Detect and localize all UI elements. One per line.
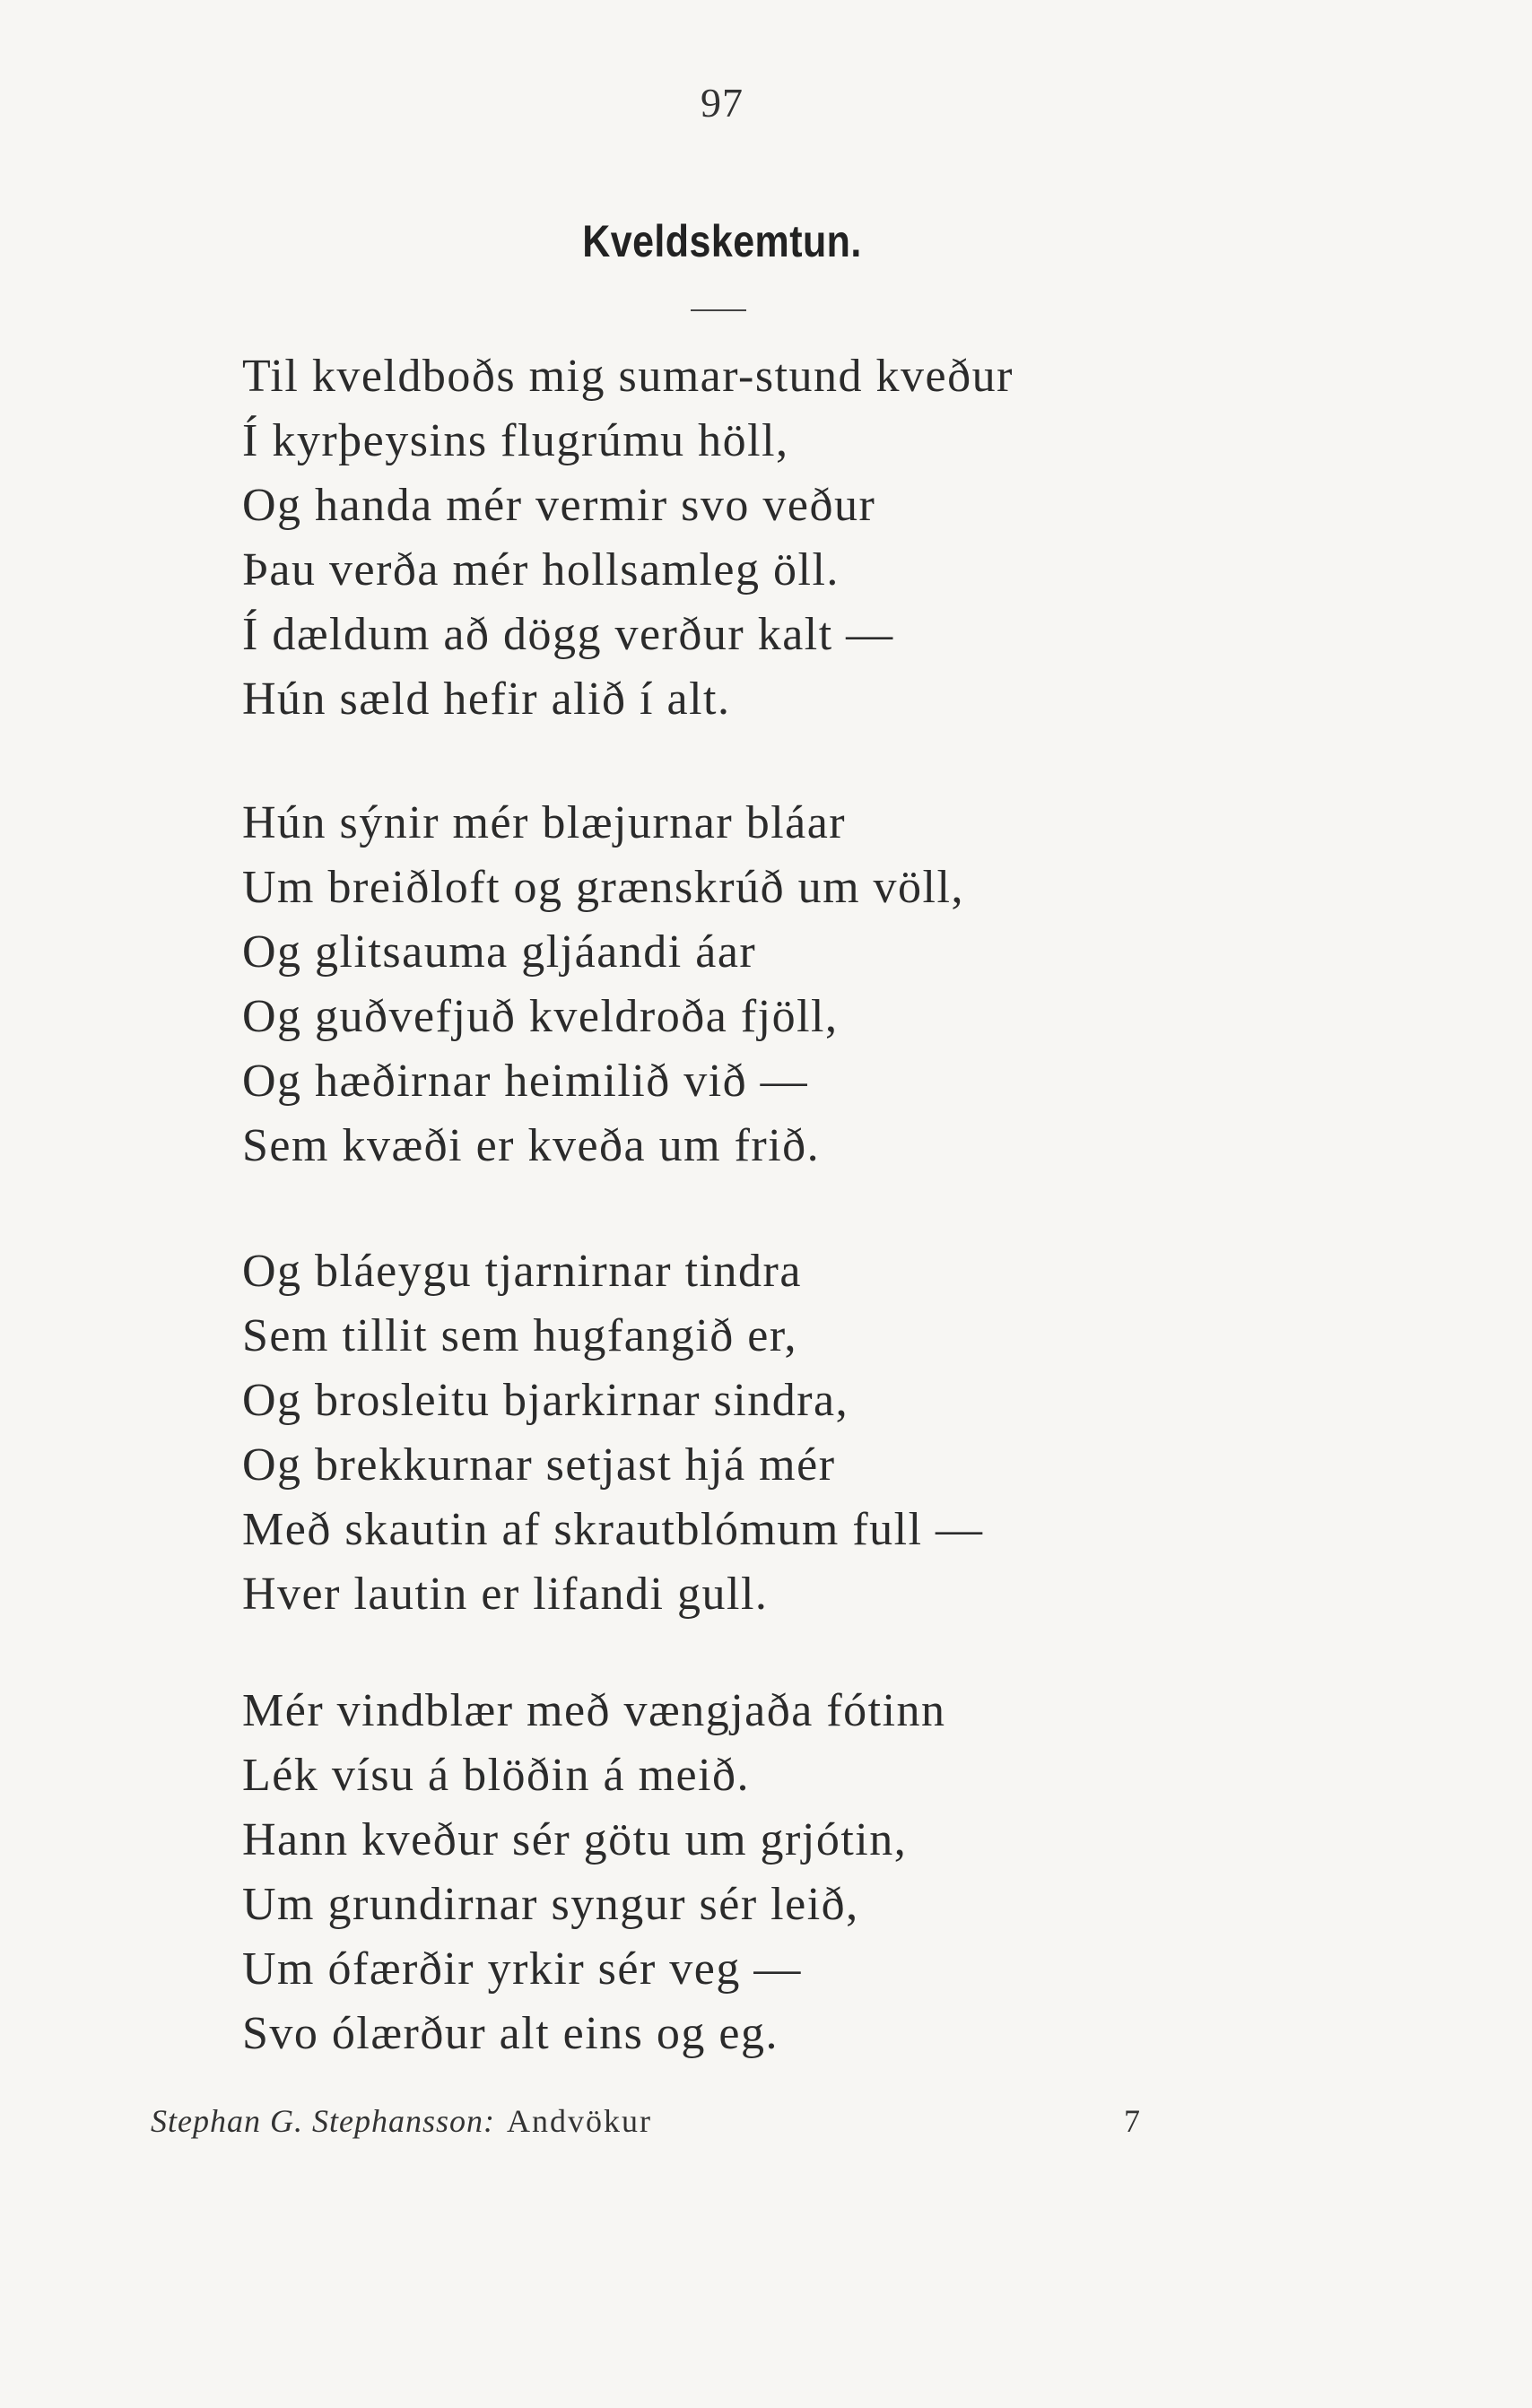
title-divider bbox=[691, 309, 746, 311]
poem-line: Og bláeygu tjarnirnar tindra bbox=[242, 1246, 802, 1297]
poem-line: Lék vísu á blöðin á meið. bbox=[242, 1750, 751, 1801]
poem-line: Og guðvefjuð kveldroða fjöll, bbox=[242, 991, 839, 1042]
poem-line: Og handa mér vermir svo veður bbox=[242, 480, 876, 531]
stanza-2 bbox=[242, 791, 1319, 1178]
poem-line: Í dældum að dögg verður kalt — bbox=[242, 609, 894, 660]
footer-book-title: Andvökur bbox=[506, 2103, 652, 2139]
poem-line: Og brosleitu bjarkirnar sindra, bbox=[242, 1375, 849, 1426]
stanza-3 bbox=[242, 1239, 1319, 1627]
page-number: 97 bbox=[701, 80, 744, 126]
poem-line: Og glitsauma gljáandi áar bbox=[242, 926, 757, 978]
poem-line: Um grundirnar syngur sér leið, bbox=[242, 1879, 859, 1930]
poem-line: Til kveldboðs mig sumar-stund kveður bbox=[242, 351, 1014, 402]
poem-line: Um breiðloft og grænskrúð um völl, bbox=[242, 862, 964, 913]
poem-line: Hún sýnir mér blæjurnar bláar bbox=[242, 797, 847, 848]
stanza-1 bbox=[242, 344, 1319, 732]
poem-line: Sem kvæði er kveða um frið. bbox=[242, 1120, 821, 1171]
page-footer bbox=[151, 2102, 1140, 2140]
poem-line: Sem tillit sem hugfangið er, bbox=[242, 1310, 798, 1361]
poem-title: Kveldskemtun. bbox=[582, 216, 862, 266]
poem-line: Hver lautin er lifandi gull. bbox=[242, 1569, 769, 1620]
poem-line: Þau verða mér hollsamleg öll. bbox=[242, 544, 840, 595]
poem-line: Svo ólærður alt eins og eg. bbox=[242, 2008, 779, 2059]
poem-line: Í kyrþeysins flugrúmu höll, bbox=[242, 415, 789, 466]
footer-separator: : bbox=[483, 2103, 494, 2139]
signature-mark: 7 bbox=[1124, 2103, 1140, 2139]
stanza-4 bbox=[242, 1679, 1319, 2066]
poem-line: Hún sæld hefir alið í alt. bbox=[242, 674, 731, 725]
poem-line: Mér vindblær með vængjaða fótinn bbox=[242, 1685, 946, 1736]
footer-author: Stephan G. Stephansson bbox=[151, 2103, 483, 2139]
poem-line: Og brekkurnar setjast hjá mér bbox=[242, 1439, 836, 1491]
poem-line: Um ófærðir yrkir sér veg — bbox=[242, 1943, 802, 1995]
poem-line: Með skautin af skrautblómum full — bbox=[242, 1504, 984, 1555]
poem-line: Og hæðirnar heimilið við — bbox=[242, 1056, 809, 1107]
poem-line: Hann kveður sér götu um grjótin, bbox=[242, 1814, 908, 1865]
